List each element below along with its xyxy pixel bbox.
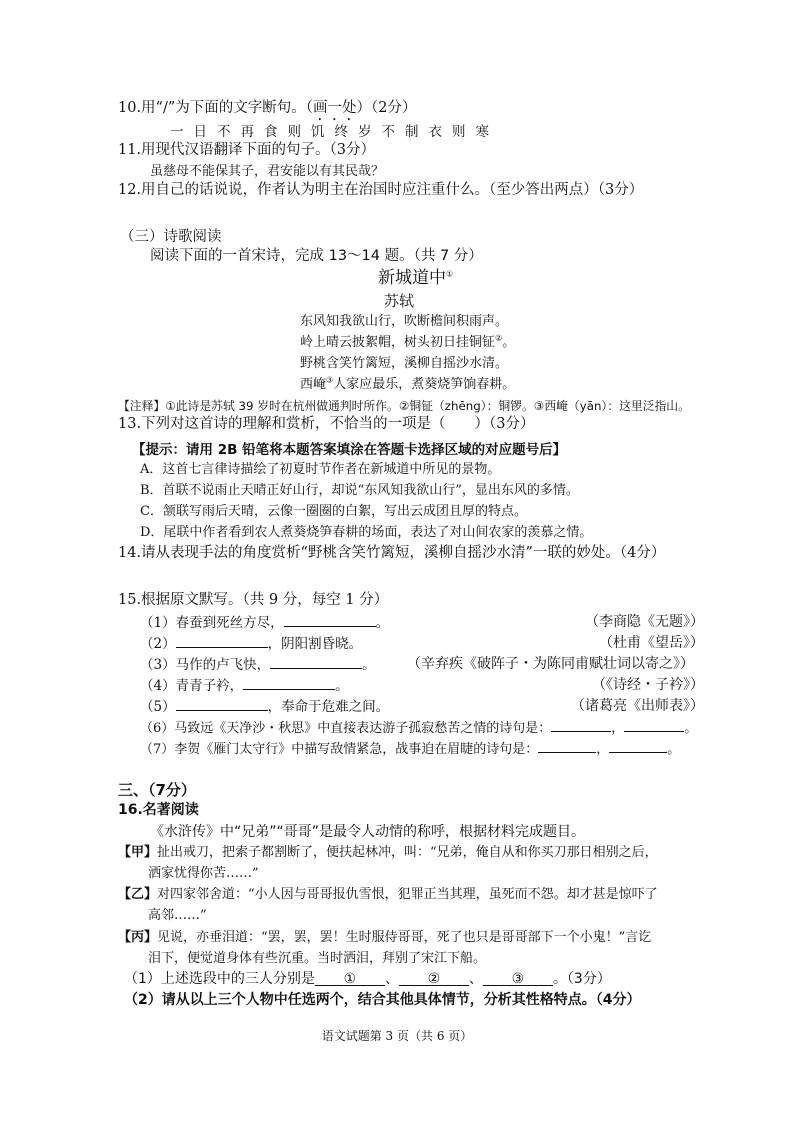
q11-sentence: 虽慈母不能保其子，君安能以有其民哉？ [150, 164, 385, 179]
q14-title: 14.请从表现手法的角度赏析“野桃含笑竹篱短，溪柳自摇沙水清”一联的妙处。（4分） [118, 545, 666, 561]
q16-yi-line1 [118, 885, 658, 905]
q13-hint: 【提示：请用 2B 铅笔将本题答案填涂在答题卡选择区域的对应题号后】 [132, 442, 567, 458]
poem-line-4-text: 西崦 [300, 377, 327, 392]
q16-blank-2[interactable] [399, 969, 469, 986]
q16-sub1: （1）上述选段中的三人分别是 ① 、 ② 、 ③ 。（3分） [124, 971, 611, 987]
q10-pre: 10.用“/”为下面的文字断句。（ [118, 100, 314, 116]
section3-heading: （三）诗歌阅读 [120, 229, 222, 245]
q15-item-2 [140, 633, 362, 654]
q16-jia-text1: 扯出戒刀，把索子都割断了，便扶起林冲，叫：“兄弟，俺自从和你买刀那日相别之后， [157, 845, 658, 860]
q16-sub2: （2）请从以上三个人物中任选两个，结合其他具体情节，分析其性格特点。（4分） [124, 992, 641, 1008]
poem-line-2: 岭上晴云披絮帽，树头初日挂铜钲②。 [300, 333, 516, 350]
poem-title-text: 新城道中 [378, 268, 446, 288]
q15-source-5: （诸葛亮《出师表》） [571, 698, 704, 714]
q16-title: 16.名著阅读 [118, 802, 199, 818]
q15-source-1: （李商隐《无题》） [585, 614, 704, 630]
q15-item-3-post: 。 [362, 657, 376, 673]
poem-line-3 [300, 354, 508, 374]
q16-blank-3-label: ③ [511, 971, 525, 987]
poem-line-2-text: 岭上晴云披絮帽，树头初日挂铜钲 [300, 335, 496, 350]
q15-item-3 [140, 654, 376, 675]
q10-post: ）（2分） [356, 100, 417, 116]
q15-source-4: （《诗经・子衿》） [592, 677, 704, 693]
q16-bing-label: 【丙】 [118, 930, 158, 945]
q16-yi-text1: 对四家邻舍道：“小人因与哥哥报仇雪恨，犯罪正当其理，虽死而不怨。却才甚是惊吓了 [157, 887, 658, 902]
q15-item-2-pre: （2） [140, 636, 176, 652]
q13-option-d: D．尾联中作者看到农人煮葵烧笋春耕的场面，表达了对山间农家的羡慕之情。 [140, 525, 593, 540]
q16-blank-2-label: ② [427, 971, 441, 987]
poem-author: 苏轼 [384, 292, 415, 310]
poem-line-4-note: ③ [326, 375, 334, 385]
q16-blank-1-label: ① [343, 971, 357, 987]
q16-sub1-post: 。（3分） [552, 971, 611, 987]
q13-option-a: A．这首七言律诗描绘了初夏时节作者在新城道中所见的景物。 [140, 462, 501, 477]
q15-source-3: （辛弃疾《破阵子・为陈同甫赋壮词以寄之》） [407, 656, 694, 672]
poem-line-2-note: ② [495, 333, 503, 343]
q15-blank-3[interactable] [270, 654, 362, 669]
part3-heading: 三、（7分） [118, 781, 196, 799]
q15-blank-7b[interactable] [609, 738, 667, 753]
q15-item-2-post: ，阴阳割昏晓。 [267, 636, 363, 652]
q15-item-7-pre: （7）李贺《雁门太守行》中描写敌情紧急，战事迫在眉睫的诗句是： [140, 742, 539, 757]
poem-line-1-text: 东风知我欲山行，吹断檐间积雨声。 [300, 314, 509, 329]
q10-text: 一日不再食则饥终岁不制衣则寒 [170, 124, 499, 140]
q11-title: 11.用现代汉语翻译下面的句子。（3分） [118, 142, 376, 158]
q15-item-4 [140, 675, 349, 696]
q10-title [118, 98, 417, 124]
q12-title: 12.用自己的话说说，作者认为明主在治国时应注重什么。（至少答出两点）（3分） [118, 182, 644, 198]
poem-line-1 [300, 312, 508, 332]
q16-blank-3[interactable] [483, 969, 553, 986]
q16-bing-line2: 泪下，便觉道身体有些沉重。当时洒泪，拜别了宋江下船。 [148, 951, 487, 966]
q15-item-7-post2: 。 [667, 742, 681, 757]
q16-sub1-pre: （1）上述选段中的三人分别是 [124, 971, 315, 987]
q15-blank-6b[interactable] [624, 717, 684, 732]
q15-title: 15.根据原文默写。（共 9 分，每空 1 分） [118, 592, 389, 608]
q16-jia-line2: 洒家忧得你苦……” [148, 866, 259, 881]
q10-mark: 画一处 [313, 100, 357, 116]
q15-item-6-pre: （6）马致远《天净沙・秋思》中直接表达游子孤寂愁苦之情的诗句是： [140, 721, 552, 736]
q15-item-1-post: 。 [375, 615, 390, 631]
q16-bing-text1: 见说，亦垂泪道：“罢，罢，罢！生时服侍哥哥，死了也只是哥哥部下一个小鬼！”言讫 [157, 930, 652, 945]
q15-item-4-pre: （4）青青子衿， [140, 678, 244, 694]
q15-blank-2[interactable] [176, 633, 268, 648]
q15-item-5-pre: （5） [140, 699, 176, 715]
q16-blank-1[interactable] [315, 969, 385, 986]
q16-intro: 《水浒传》中“兄弟”“哥哥”是最令人动情的称呼，根据材料完成题目。 [150, 824, 586, 840]
q16-yi-line2: 高邻……” [148, 908, 207, 923]
poem-title-note: ① [446, 269, 454, 279]
poem-title [378, 268, 453, 288]
q13-option-c: C．颔联写雨后天晴，云像一圈圈的白絮，写出云成团且厚的特点。 [140, 504, 527, 519]
q15-item-3-pre: （3）马作的卢飞快， [140, 657, 271, 673]
q15-item-7-post: ， [596, 742, 610, 757]
q16-jia-label: 【甲】 [118, 845, 158, 860]
q15-item-5-post: ，奉命于危难之间。 [267, 699, 390, 715]
q15-blank-6a[interactable] [551, 717, 611, 732]
poem-annotation: 【注释】①此诗是苏轼 39 岁时在杭州做通判时所作。②铜钲（zhēng）：铜锣。③西崦（yān）：这里泛指山。 [118, 399, 690, 413]
section3-intro: 阅读下面的一首宋诗，完成 13～14 题。（共 7 分） [150, 248, 483, 264]
q16-jia-line1 [118, 843, 658, 863]
q15-item-1-pre: （1）春蚕到死丝方尽， [140, 615, 284, 631]
q15-item-6-post: ， [611, 721, 625, 736]
q15-blank-7a[interactable] [538, 738, 596, 753]
q15-item-6 [140, 717, 697, 739]
q15-blank-5[interactable] [176, 696, 268, 711]
poem-line-4 [300, 375, 515, 395]
q16-yi-label: 【乙】 [118, 887, 158, 902]
q15-blank-4[interactable] [243, 675, 335, 690]
q13-option-b: B．首联不说雨止天晴正好山行，却说“东风知我欲山行”，显出东风的多情。 [140, 483, 579, 498]
q16-bing-line1 [118, 928, 651, 948]
q15-item-4-post: 。 [335, 678, 349, 694]
page-footer: 语文试题第 3 页（共 6 页） [321, 1029, 473, 1043]
q15-blank-1[interactable] [284, 612, 376, 627]
poem-line-3-text: 野桃含笑竹篱短，溪柳自摇沙水清。 [300, 356, 509, 371]
q15-item-7 [140, 738, 680, 760]
q15-item-5 [140, 696, 389, 717]
poem-line-4-rest: 人家应最乐，煮葵烧笋饷春耕。 [333, 377, 516, 392]
q15-source-2: （杜甫《望岳》） [599, 635, 704, 651]
q15-item-1 [140, 612, 389, 633]
q15-item-6-post2: 。 [684, 721, 698, 736]
q13-title: 13.下列对这首诗的理解和赏析，不恰当的一项是（ ）（3分） [118, 416, 535, 432]
